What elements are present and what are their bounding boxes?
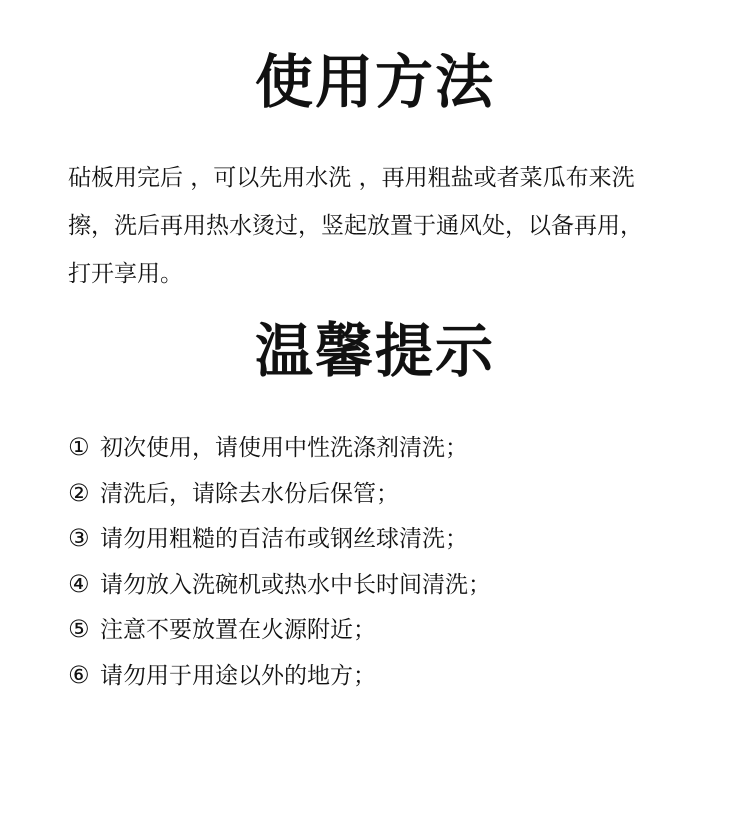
tips-heading: 温馨提示 [254, 317, 495, 385]
tip-item [68, 425, 708, 471]
tip-number: ② [68, 478, 90, 507]
tip-item [68, 516, 708, 562]
usage-line: 擦，洗后再用热水烫过，竖起放置于通风处，以备再用， [68, 213, 643, 239]
tips-list [68, 425, 708, 698]
tip-item [68, 653, 708, 699]
tip-text: 注意不要放置在火源附近； [100, 617, 376, 643]
tip-text: 请勿放入洗碗机或热水中长时间清洗； [100, 571, 491, 598]
tip-text: 请勿用粗糙的百洁布或钢丝球清洗； [100, 526, 468, 552]
tip-item [68, 607, 708, 653]
tip-text: 请勿用于用途以外的地方； [100, 662, 376, 689]
tip-item [68, 471, 708, 517]
tip-number: ③ [68, 524, 90, 552]
usage-paragraph [68, 154, 708, 298]
tip-text: 初次使用，请使用中性洗涤剂清洗； [100, 435, 468, 461]
tip-number: ⑥ [68, 660, 90, 689]
tip-number: ① [68, 433, 90, 461]
tip-number: ⑤ [68, 615, 90, 643]
usage-heading: 使用方法 [254, 48, 495, 116]
tip-item [68, 562, 708, 608]
usage-line: 打开享用。 [68, 261, 183, 287]
tip-text: 清洗后，请除去水份后保管； [100, 480, 399, 507]
tip-number: ④ [68, 569, 90, 598]
usage-line: 砧板用完后 ，可以先用水洗 ，再用粗盐或者菜瓜布来洗 [68, 165, 635, 191]
